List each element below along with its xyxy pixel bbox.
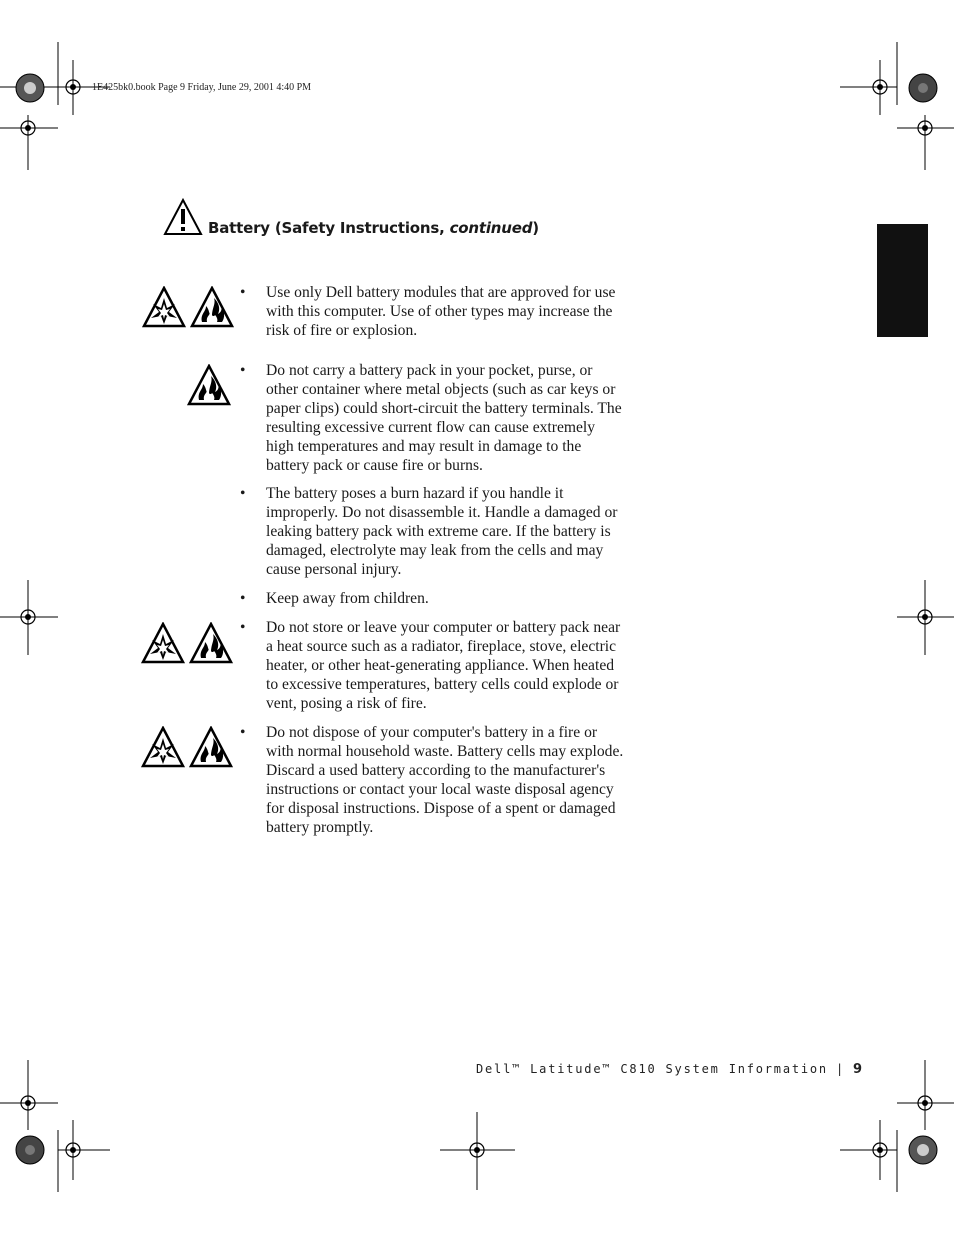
list-item [240, 362, 625, 475]
list-item-text: Do not dispose of your computer's battery in a fire or with normal household waste. Battery cells may explode. Discard a used battery according to the manufacturer's instructions or contact your local waste disposal agency for disposal instructions. Dispose of a spent or damaged battery promptly. [266, 724, 624, 836]
list-item [240, 619, 625, 714]
list-item-text: Use only Dell battery modules that are approved for use with this computer. Use of other types may increase the risk of fire or explosion. [266, 284, 616, 339]
bullet-marker: • [240, 619, 246, 636]
list-item-text: The battery poses a burn hazard if you handle it improperly. Do not disassemble it. Handle a damaged or leaking battery pack with extreme care. If the battery is damaged, electrolyte may leak from the cells and may cause personal injury. [266, 485, 618, 578]
section-heading: Battery (Safety Instructions, continued) [208, 219, 539, 237]
bullet-marker: • [240, 724, 246, 741]
fire-warning-icon [189, 622, 233, 664]
list-item-text: Do not store or leave your computer or battery pack near a heat source such as a radiator, fireplace, stove, electric heater, or other heat-generating appliance. When heated to excessive temperatures, battery cells could explode or vent, posing a risk of fire. [266, 619, 621, 712]
page-footer [476, 1062, 862, 1077]
fire-warning-icon [187, 364, 231, 406]
list-item-text: Keep away from children. [266, 590, 429, 607]
bullet-marker: • [240, 362, 246, 379]
page-number: 9 [853, 1062, 863, 1077]
explosion-warning-icon [142, 286, 186, 328]
footer-title: Dell™ Latitude™ C810 System Information [476, 1062, 828, 1076]
bullet-marker: • [240, 284, 246, 301]
explosion-warning-icon [141, 726, 185, 768]
bullet-marker: • [240, 590, 246, 607]
fire-warning-icon [190, 286, 234, 328]
print-slug: 1E425bk0.book Page 9 Friday, June 29, 2001 4:40 PM [92, 82, 312, 93]
explosion-warning-icon [141, 622, 185, 664]
caution-icon [163, 198, 203, 236]
list-item [240, 590, 625, 609]
list-item [240, 284, 625, 341]
fire-warning-icon [189, 726, 233, 768]
section-tab [877, 224, 928, 337]
list-item-text: Do not carry a battery pack in your pocket, purse, or other container where metal objects (such as car keys or paper clips) could short-circuit the battery terminals. The resulting excessive current flow can cause extremely high temperatures and may result in damage to the battery pack or cause fire or burns. [266, 362, 622, 474]
list-item [240, 724, 625, 837]
footer-separator: | [835, 1062, 845, 1076]
bullet-marker: • [240, 485, 246, 502]
list-item [240, 485, 625, 580]
